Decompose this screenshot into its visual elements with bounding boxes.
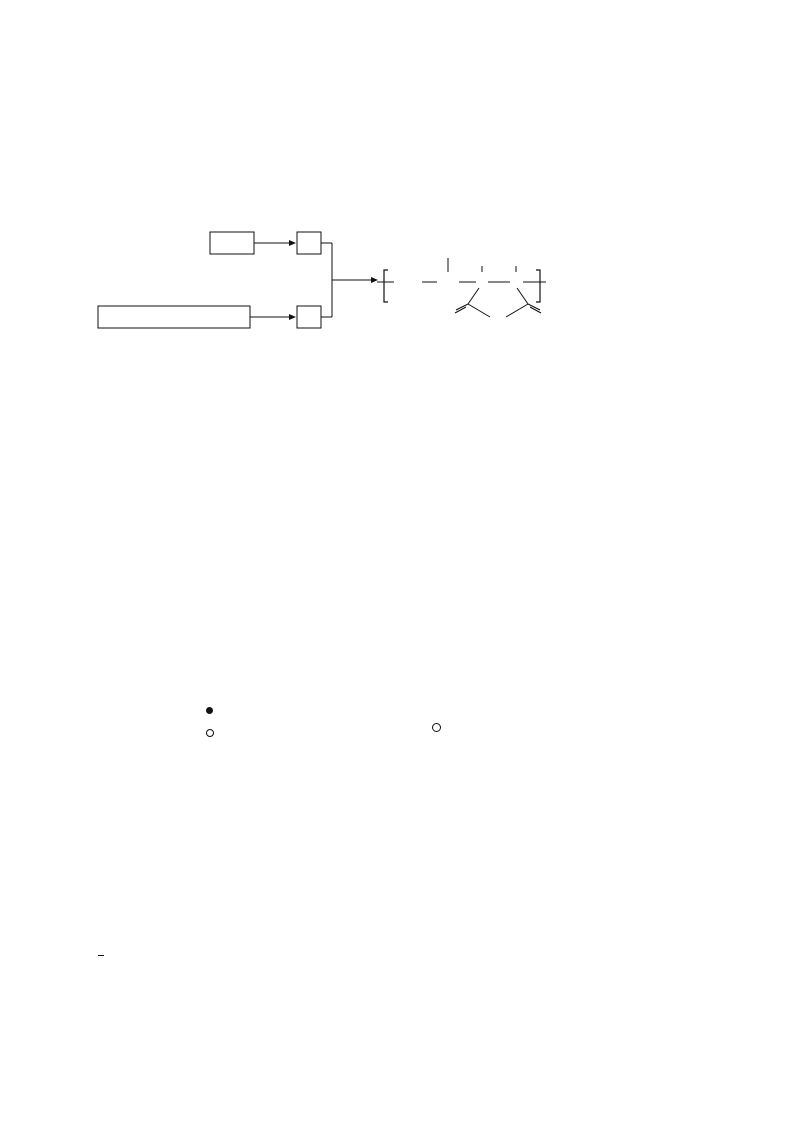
hollow-dot-icon: [206, 729, 214, 737]
legend-lithium: [206, 725, 222, 744]
b-box: [297, 232, 321, 254]
hollow-dot-icon: [432, 723, 441, 732]
filled-dot-icon: [206, 707, 213, 714]
legend-carbon: [206, 704, 221, 721]
legend-b-lithium: [432, 720, 449, 739]
figure-b-projection: [266, 678, 436, 820]
density-fraction: [98, 955, 104, 956]
right-bracket: [536, 270, 540, 302]
left-bracket: [384, 270, 388, 302]
figure-a-crystal-structure: [90, 638, 260, 824]
maleic-acid-box: [98, 306, 250, 328]
c-box: [297, 306, 321, 328]
q5-synthesis-scheme: [90, 222, 570, 356]
c2h2-box: [210, 232, 254, 254]
q6-option-d: [96, 932, 109, 974]
